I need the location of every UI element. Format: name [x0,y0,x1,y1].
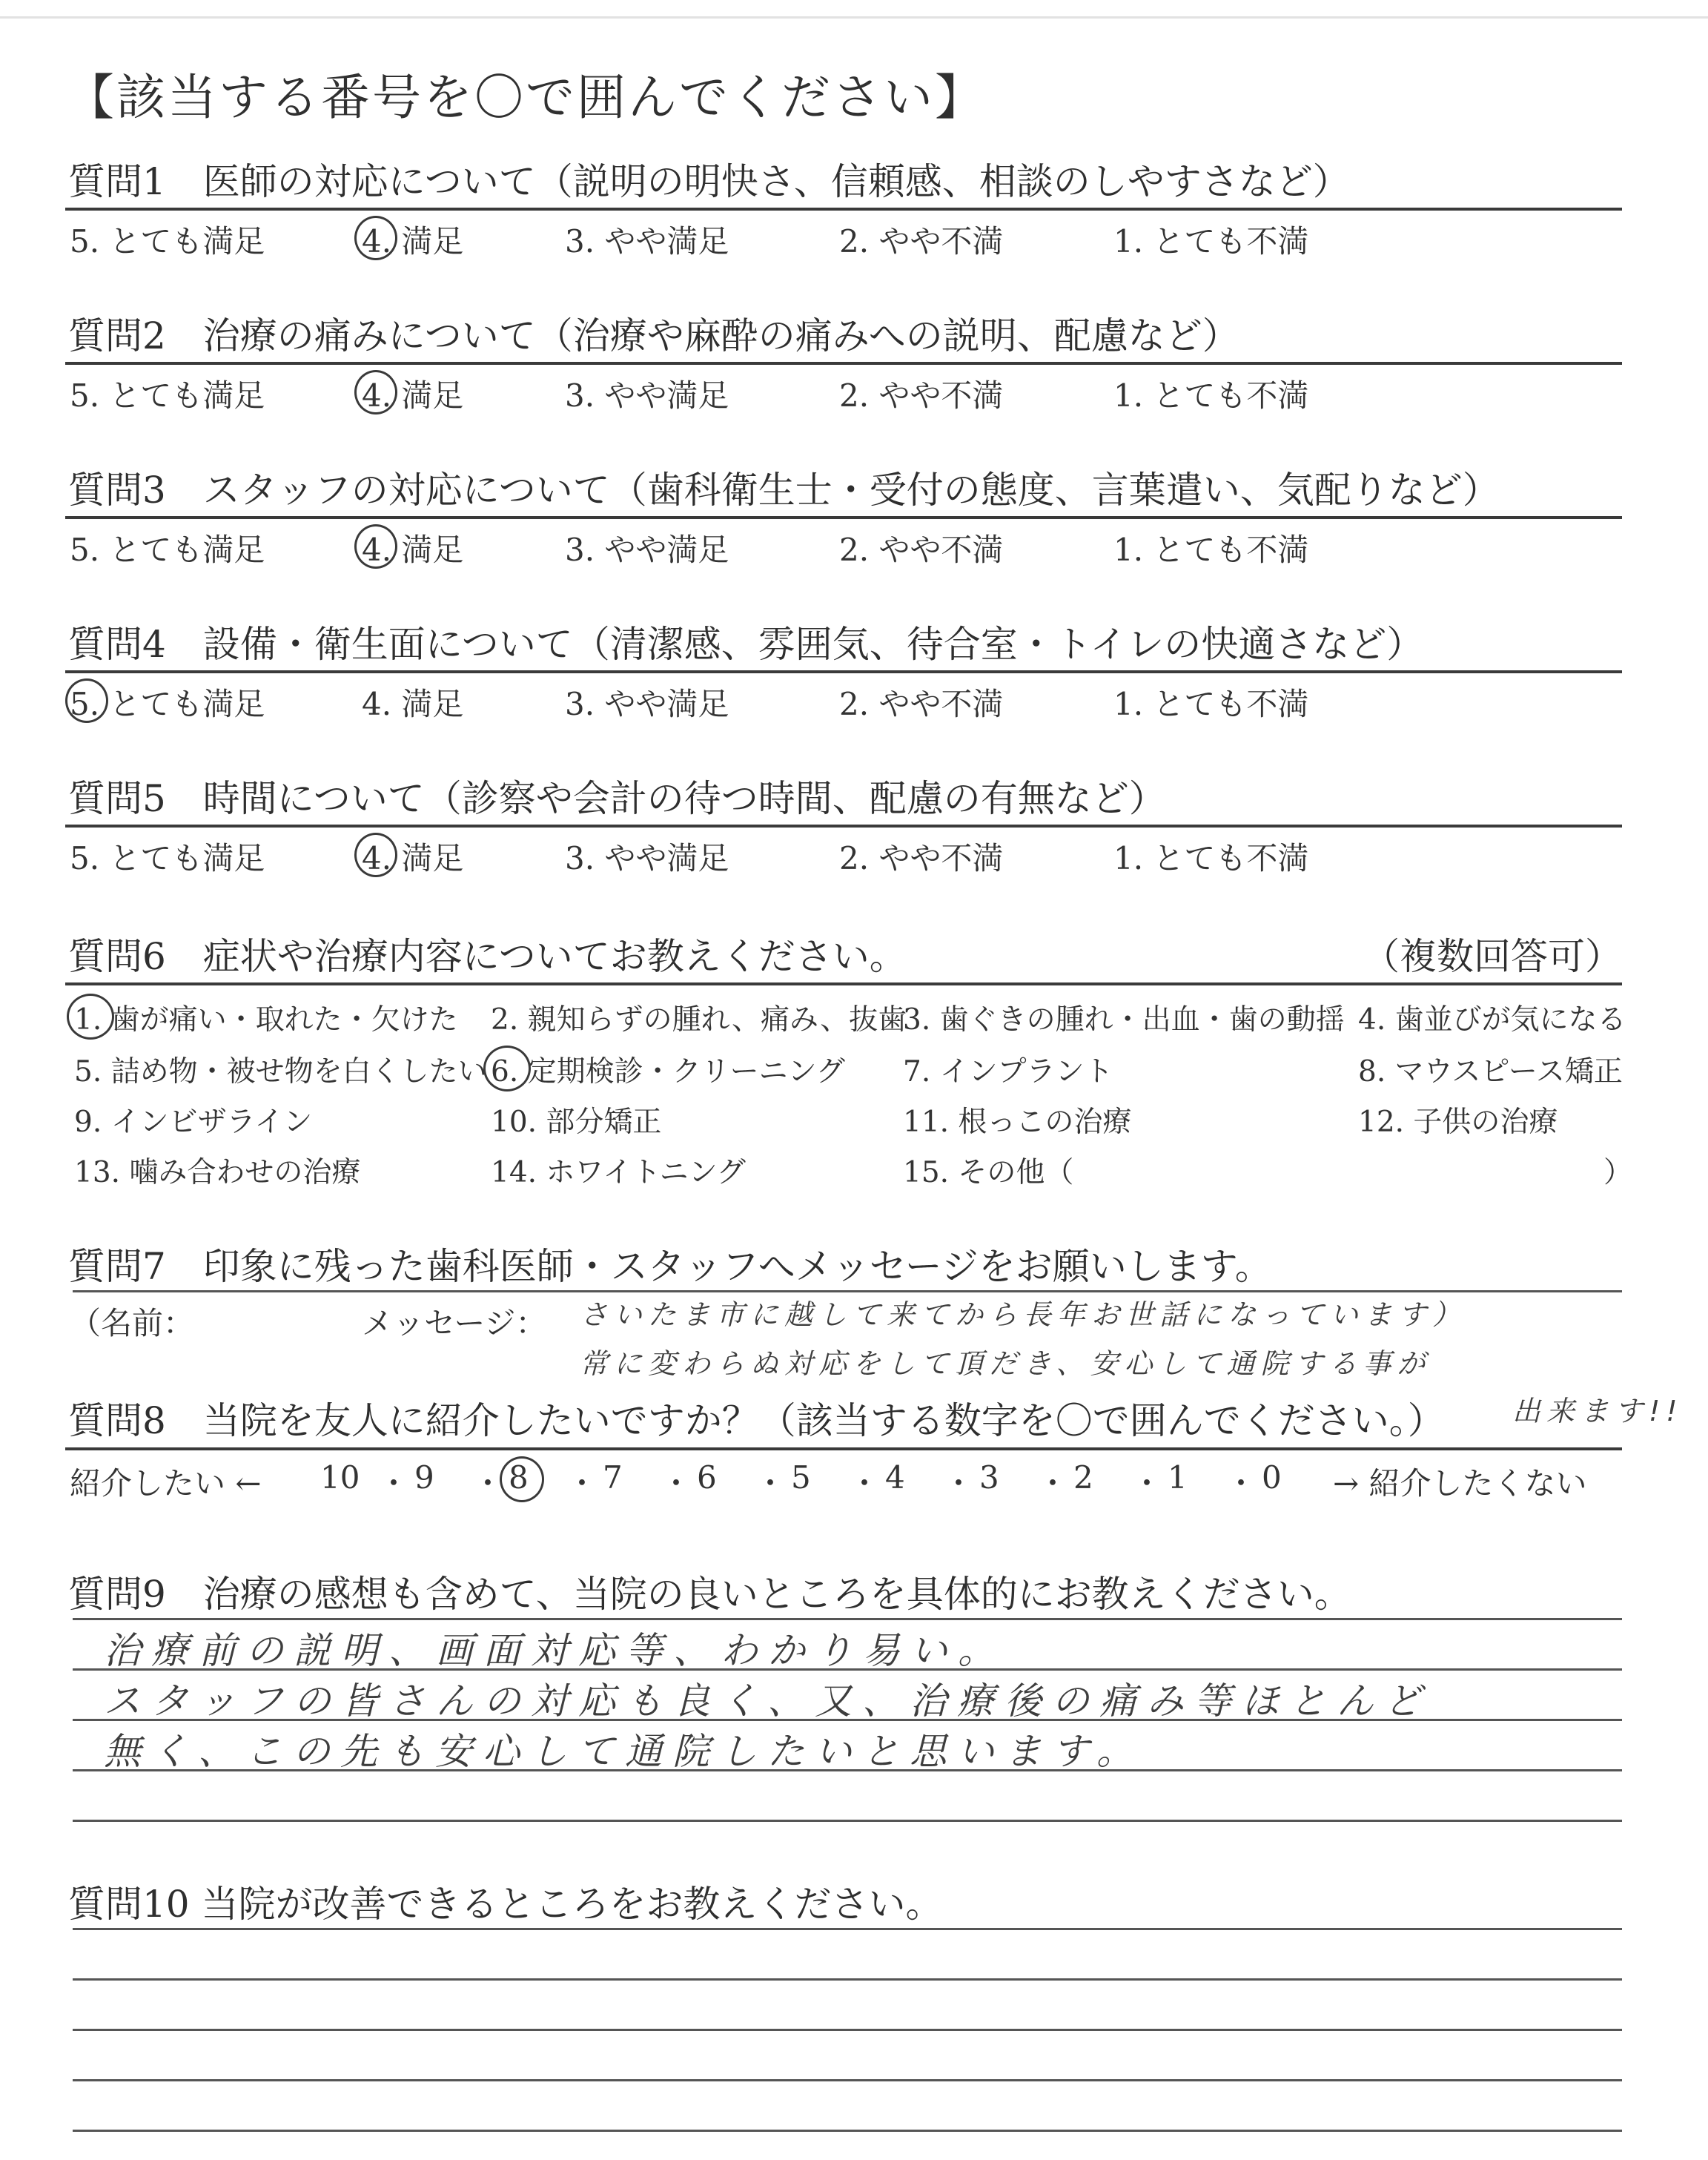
q6-option-9[interactable]: 9. インビザライン [74,1106,313,1139]
q8-title: 質問8 当院を友人に紹介したいですか？（該当する数字を〇で囲んでください。） [68,1399,1445,1442]
q6-selection-circle-6 [483,1046,531,1091]
q8-scale-7[interactable]: 7 [603,1459,623,1496]
q8-scale-0[interactable]: 0 [1262,1459,1282,1496]
q6-option-12[interactable]: 12. 子供の治療 [1358,1106,1558,1139]
q2-option-2[interactable]: 2. やや不満 [839,377,1004,414]
q8-selection-circle [500,1456,544,1502]
q5-option-4[interactable]: 4. 満足 [362,840,464,876]
top-edge-line [0,16,1708,19]
q8-scale-separator: ・ [378,1465,410,1502]
q8-scale-separator: ・ [566,1465,598,1502]
q6-option-8[interactable]: 8. マウスピース矯正 [1358,1055,1623,1089]
q9-answer-line-2: スタッフの皆さんの対応も良く、又、治療後の痛み等ほとんど [104,1680,1431,1723]
q7-message-label: メッセージ： [362,1305,547,1341]
q6-option-1[interactable]: 1. 歯が痛い・取れた・欠けた [74,1003,458,1037]
q3-option-2[interactable]: 2. やや不満 [839,532,1004,568]
q10-rule-4 [73,2079,1622,2081]
q4-option-1[interactable]: 1. とても不満 [1113,686,1309,722]
q2-selection-circle [354,370,397,415]
q2-option-4[interactable]: 4. 満足 [362,377,464,414]
q5-option-1[interactable]: 1. とても不満 [1113,840,1309,876]
q9-answer-line-1: 治療前の説明、画面対応等、わかり易い。 [104,1629,1005,1672]
q1-title: 質問1 医師の対応について（説明の明快さ、信頼感、相談のしやすさなど） [68,160,1350,203]
q1-rule [65,208,1622,211]
q8-scale-separator: ・ [1131,1465,1163,1502]
page-header: 【該当する番号を〇で囲んでください】 [65,69,986,126]
q10-rule-2 [73,1978,1622,1981]
q6-option-2[interactable]: 2. 親知らずの腫れ、痛み、抜歯 [491,1003,907,1037]
q8-scale-separator: ・ [472,1465,504,1502]
q1-option-3[interactable]: 3. やや満足 [565,223,729,260]
q8-right-label: → 紹介したくない [1333,1465,1587,1502]
q8-scale-1[interactable]: 1 [1168,1459,1188,1496]
q6-option-3[interactable]: 3. 歯ぐきの腫れ・出血・歯の動揺 [903,1003,1345,1037]
q6-option-15[interactable]: 15. その他（ [903,1156,1074,1189]
q8-scale-separator: ・ [1037,1465,1069,1502]
q6-rule [65,982,1622,985]
q8-left-label: 紹介したい ← [70,1465,262,1502]
q2-option-3[interactable]: 3. やや満足 [565,377,729,414]
q3-selection-circle [354,524,397,569]
q5-title: 質問5 時間について（診察や会計の待つ時間、配慮の有無など） [68,777,1166,820]
q4-rule [65,670,1622,673]
q2-title: 質問2 治療の痛みについて（治療や麻酔の痛みへの説明、配慮など） [68,314,1239,357]
q1-option-4[interactable]: 4. 満足 [362,223,464,260]
q6-option-10[interactable]: 10. 部分矯正 [491,1106,662,1139]
q8-scale-separator: ・ [943,1465,975,1502]
q6-other-close: ） [1603,1156,1633,1189]
q2-rule [65,362,1622,365]
q8-scale-3[interactable]: 3 [979,1459,999,1496]
q9-rule-1 [73,1618,1622,1620]
q8-rule [65,1447,1622,1450]
q10-rule-5 [73,2130,1622,2132]
q8-scale-separator: ・ [1225,1465,1257,1502]
q10-rule-3 [73,2029,1622,2031]
q6-option-13[interactable]: 13. 噛み合わせの治療 [74,1156,361,1189]
q6-option-6[interactable]: 6. 定期検診・クリーニング [491,1055,845,1089]
q9-answer-line-3: 無く、この先も安心して通院したいと思います。 [104,1730,1144,1773]
q2-option-1[interactable]: 1. とても不満 [1113,377,1309,414]
q4-option-5[interactable]: 5. とても満足 [70,686,265,722]
q10-rule-1 [73,1928,1622,1930]
q8-scale-separator: ・ [661,1465,692,1502]
q8-scale-5[interactable]: 5 [791,1459,811,1496]
q3-option-4[interactable]: 4. 満足 [362,532,464,568]
q3-title: 質問3 スタッフの対応について（歯科衛生士・受付の態度、言葉遣い、気配りなど） [68,469,1500,512]
q8-scale-separator: ・ [755,1465,787,1502]
q8-scale-9[interactable]: 9 [414,1459,434,1496]
q8-scale-separator: ・ [849,1465,881,1502]
q4-option-2[interactable]: 2. やや不満 [839,686,1004,722]
q1-selection-circle [354,216,397,260]
q3-rule [65,516,1622,519]
q5-rule [65,825,1622,828]
q4-title: 質問4 設備・衛生面について（清潔感、雰囲気、待合室・トイレの快適さなど） [68,623,1424,666]
q8-scale-4[interactable]: 4 [885,1459,905,1496]
q6-selection-circle-1 [67,994,114,1040]
q6-option-14[interactable]: 14. ホワイトニング [491,1156,746,1189]
q3-option-5[interactable]: 5. とても満足 [70,532,265,568]
q8-scale-6[interactable]: 6 [697,1459,717,1496]
q1-option-2[interactable]: 2. やや不満 [839,223,1004,260]
q2-option-5[interactable]: 5. とても満足 [70,377,265,414]
q9-rule-5 [73,1820,1622,1822]
q7-message-line-1: さいたま市に越して来てから長年お世話になっています） [580,1298,1467,1331]
q7-name-label: （名前： [70,1305,195,1341]
q3-option-1[interactable]: 1. とても不満 [1113,532,1309,568]
q6-option-5[interactable]: 5. 詰め物・被せ物を白くしたい [74,1055,487,1089]
q5-option-3[interactable]: 3. やや満足 [565,840,729,876]
q8-scale-2[interactable]: 2 [1073,1459,1093,1496]
q1-option-1[interactable]: 1. とても不満 [1113,223,1309,260]
q4-option-3[interactable]: 3. やや満足 [565,686,729,722]
q7-title: 質問7 印象に残った歯科医師・スタッフへメッセージをお願いします。 [68,1245,1272,1288]
q1-option-5[interactable]: 5. とても満足 [70,223,265,260]
q6-option-11[interactable]: 11. 根っこの治療 [903,1106,1132,1139]
q8-scale-10[interactable]: 10 [320,1459,360,1496]
q3-option-3[interactable]: 3. やや満足 [565,532,729,568]
q6-option-7[interactable]: 7. インプラント [903,1055,1113,1089]
q7-message-line-2: 常に変わらぬ対応をして頂だき、安心して通院する事が [580,1347,1431,1380]
q6-title: 質問6 症状や治療内容についてお教えください。 [68,935,907,978]
q5-selection-circle [354,833,397,877]
q6-option-4[interactable]: 4. 歯並びが気になる [1358,1003,1626,1037]
q4-selection-circle [65,678,108,723]
q5-option-2[interactable]: 2. やや不満 [839,840,1004,876]
q9-title: 質問9 治療の感想も含めて、当院の良いところを具体的にお教えください。 [68,1573,1351,1616]
q6-note: （複数回答可） [1363,935,1622,978]
q10-title: 質問10 当院が改善できるところをお教えください。 [68,1883,943,1926]
q8-scale-8[interactable]: 8 [509,1459,529,1496]
q7-message-line-3: 出来ます!! [1512,1395,1684,1427]
q4-option-4[interactable]: 4. 満足 [362,686,464,722]
q5-option-5[interactable]: 5. とても満足 [70,840,265,876]
